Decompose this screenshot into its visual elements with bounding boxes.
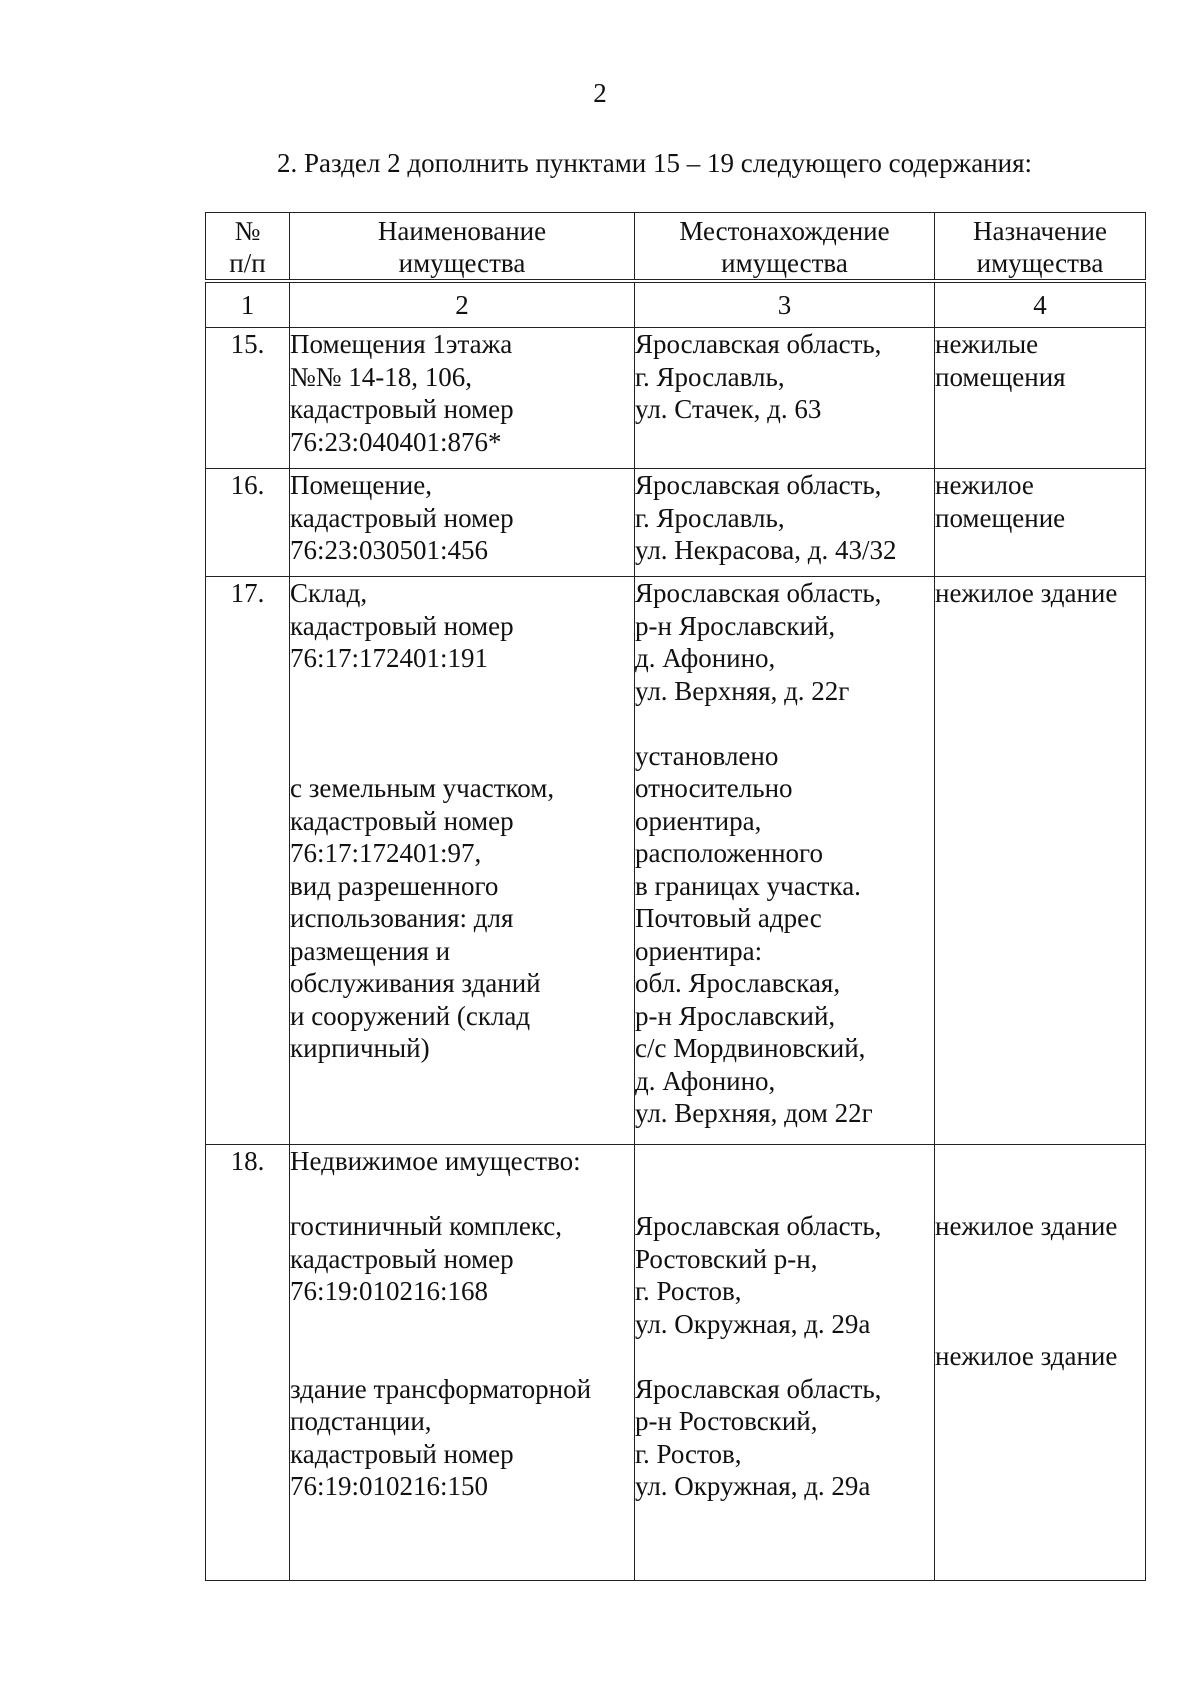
spacer [635,1340,934,1373]
property-name-line: использования: для [290,903,514,933]
property-name-line: кадастровый номер [290,1243,514,1274]
table-row [206,1145,1146,1581]
header-text: № [234,216,261,246]
property-name-line: 76:23:040401:876* [290,426,502,457]
property-name-line: №№ 14-18, 106, [290,361,473,392]
header-name [290,213,635,282]
location-line: Ярославская область, [635,329,882,359]
spacer [935,1243,1145,1276]
location-line: Ярославская область, [635,470,882,500]
spacer [290,740,634,773]
location-line: г. Ростов, [635,1276,742,1306]
property-location-cell [635,469,935,577]
property-name-line: подстанции, [290,1406,432,1436]
property-name-line: вид разрешенного [290,870,499,901]
property-name-line: 76:17:172401:191 [290,643,489,673]
property-table [205,212,1146,1581]
table-row [206,577,1146,1145]
header-purpose [935,213,1146,282]
location-line: ул. Окружная, д. 29а [635,1471,871,1501]
property-name-cell [290,1145,635,1581]
location-line: Ярославская область, [635,1211,882,1241]
header-number [206,213,290,282]
location-line: расположенного [635,838,823,868]
table-header-row [206,213,1146,282]
property-location-cell [635,577,935,1145]
location-line: установлено [635,740,779,771]
property-name-cell [290,469,635,577]
page-number: 2 [593,78,607,108]
property-purpose-cell [935,1145,1146,1581]
column-number: 2 [290,281,635,328]
row-number: 18. [206,1145,290,1581]
column-number-row [206,281,1146,328]
property-name-line: размещения и [290,935,451,966]
location-line: относительно [635,773,793,803]
location-line: р-н Ярославский, [635,610,836,641]
property-name-line: 76:19:010216:168 [290,1276,489,1306]
property-name-line: 76:23:030501:456 [290,535,489,565]
property-group-heading: Недвижимое имущество: [290,1146,581,1176]
table-row [206,469,1146,577]
header-location [635,213,935,282]
spacer [935,1275,1145,1308]
property-name-line: 76:19:010216:150 [290,1471,489,1501]
property-purpose-cell [935,577,1146,1145]
location-line: Ярославская область, [635,578,882,608]
spacer [290,1308,634,1341]
location-line: ул. Стачек, д. 63 [635,394,822,424]
property-name-line: кадастровый номер [290,1438,514,1469]
property-name-cell [290,577,635,1145]
purpose-line: нежилые [935,329,1039,359]
purpose-line: нежилое здание [935,1211,1118,1241]
row-number: 17. [206,577,290,1145]
location-line: обл. Ярославская, [635,968,841,998]
header-text: Назначение [973,216,1107,246]
location-line: ул. Верхняя, д. 22г [635,675,850,706]
header-text: Наименование [377,216,547,246]
table-row [206,328,1146,469]
location-line: г. Ярославль, [635,502,785,533]
location-line: г. Ярославль, [635,361,785,392]
spacer [935,1178,1145,1211]
spacer [635,1178,934,1211]
spacer [290,1178,634,1211]
location-line: д. Афонино, [635,1065,776,1096]
column-number: 3 [635,281,935,328]
intro-text: 2. Раздел 2 дополнить пунктами 15 – 19 следующего содержания: [277,148,1033,178]
column-number: 1 [206,281,290,328]
property-name-line: обслуживания зданий [290,968,541,998]
header-text: Местонахождение [679,216,890,246]
location-line: Ростовский р-н, [635,1243,818,1274]
property-name-line: и сооружений (склад [290,1000,531,1031]
purpose-line: помещения [935,361,1066,392]
purpose-line: помещение [935,502,1066,533]
property-name-line: кадастровый номер [290,610,514,641]
property-name-line: здание трансформаторной [290,1373,592,1404]
header-text: имущества [398,248,526,278]
spacer [635,707,934,740]
location-line: ул. Верхняя, дом 22г [635,1098,873,1128]
spacer [290,1340,634,1373]
header-text: имущества [976,248,1104,278]
property-name-line: Помещения 1этажа [290,329,513,359]
location-line: Почтовый адрес [635,903,822,933]
location-line: Ярославская область, [635,1373,882,1404]
property-name-line: кадастровый номер [290,394,514,424]
property-name-line: кирпичный) [290,1033,430,1063]
spacer [935,1145,1145,1178]
location-line: ул. Некрасова, д. 43/32 [635,535,897,565]
location-line: р-н Ростовский, [635,1406,818,1436]
location-line: р-н Ярославский, [635,1000,836,1031]
property-name-cell [290,328,635,469]
property-location-cell [635,328,935,469]
location-line: в границах участка. [635,870,861,901]
location-line: д. Афонино, [635,643,776,673]
row-number: 15. [206,328,290,469]
header-text: п/п [229,248,266,278]
location-line: с/с Мордвиновский, [635,1033,866,1063]
property-purpose-cell [935,328,1146,469]
property-purpose-cell [935,469,1146,577]
column-number: 4 [935,281,1146,328]
property-name-line: с земельным участком, [290,773,555,803]
property-name-line: 76:17:172401:97, [290,838,482,868]
location-line: ул. Окружная, д. 29а [635,1308,871,1339]
location-line: ориентира, [635,805,762,836]
row-number: 16. [206,469,290,577]
location-line: ориентира: [635,935,763,966]
property-name-line: Помещение, [290,470,432,500]
property-name-line: гостиничный комплекс, [290,1211,562,1241]
header-text: имущества [721,248,848,278]
spacer [935,1308,1145,1341]
spacer [635,1145,934,1178]
spacer [290,675,634,708]
property-name-line: кадастровый номер [290,805,514,836]
location-line: г. Ростов, [635,1438,742,1469]
property-name-line: Склад, [290,578,368,608]
spacer [290,707,634,740]
purpose-line: нежилое здание [935,578,1118,608]
purpose-line: нежилое [935,470,1034,500]
purpose-line: нежилое здание [935,1341,1118,1371]
property-name-line: кадастровый номер [290,502,514,533]
property-location-cell [635,1145,935,1581]
